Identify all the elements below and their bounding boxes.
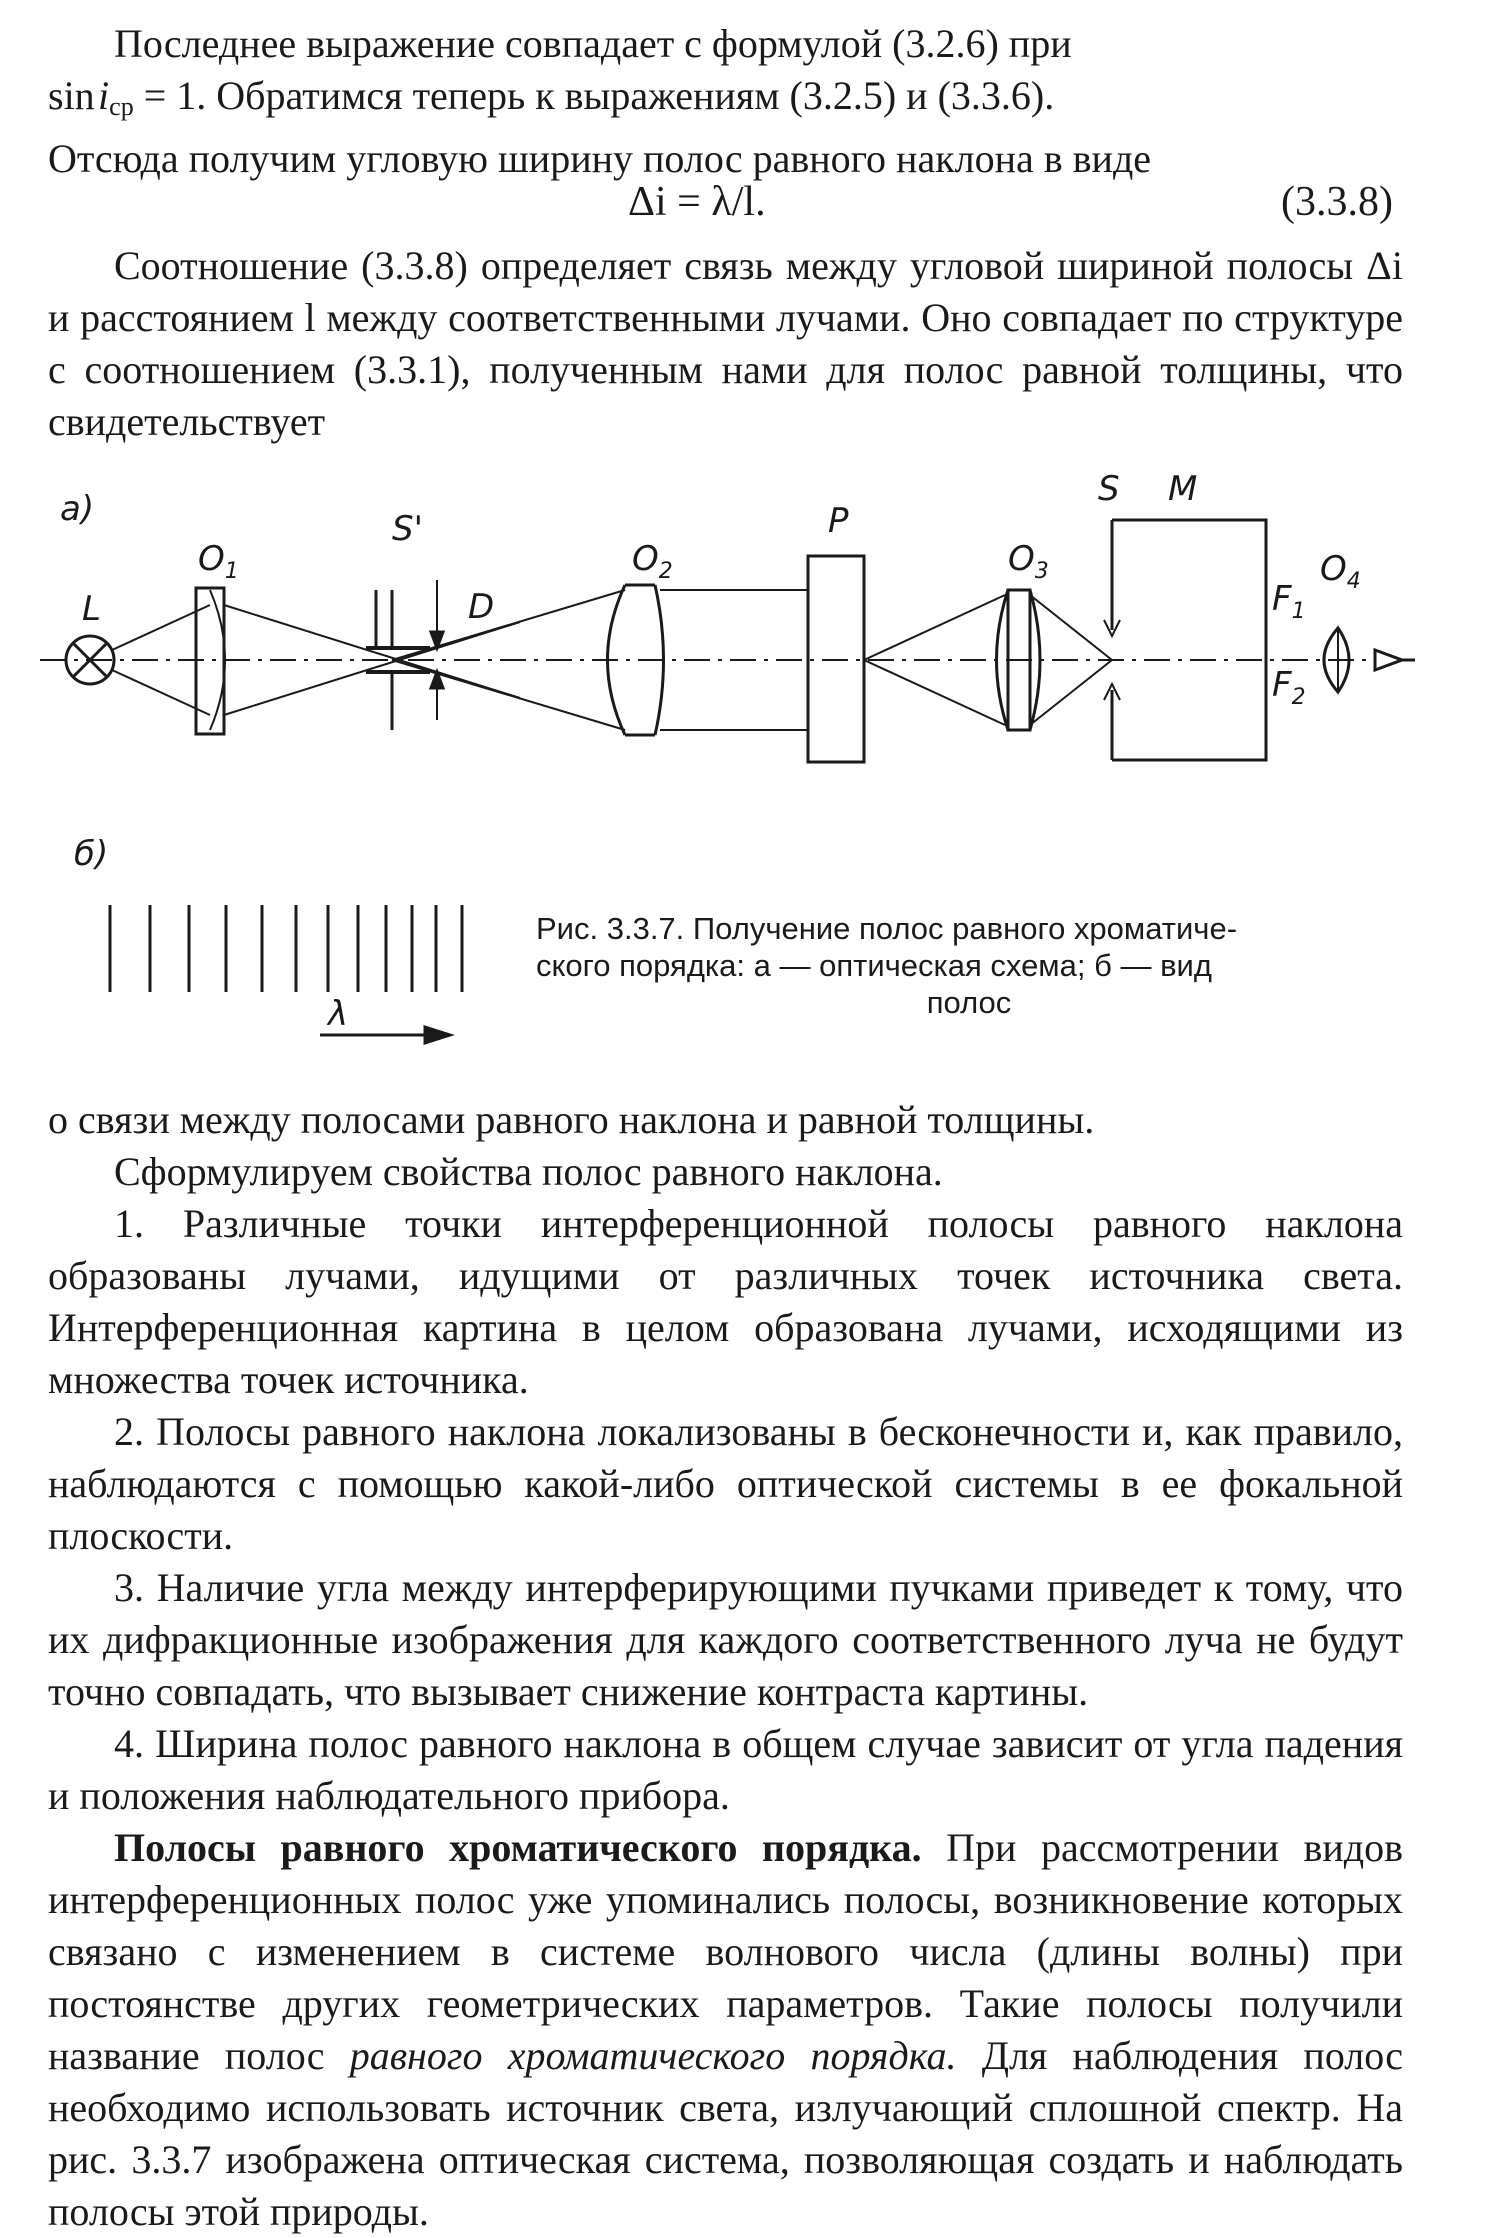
figure-caption: [536, 910, 1402, 1021]
label-a: а): [60, 489, 95, 529]
cp-subscript: ср: [109, 92, 134, 121]
body-p7: [48, 1822, 1403, 2238]
eye-icon: [1375, 650, 1402, 670]
body-p5: 3. Наличие угла между интерферирующими пучками приведет к тому, что их дифракционные изображения для каждого соответственного луча не будут точно совпадать, что вызывает снижение контраста картины.: [48, 1565, 1403, 1714]
paragraph-2: [48, 240, 1403, 448]
label-s-prime: S': [392, 509, 423, 549]
label-o2: $O_2$: [632, 539, 673, 584]
ray-o1-s-2: [224, 622, 520, 715]
i-symbol: i: [98, 73, 110, 118]
body-p2: Сформулируем свойства полос равного наклона.: [114, 1149, 943, 1194]
label-lambda: λ: [328, 994, 349, 1034]
lambda-arrow-head: [425, 1027, 450, 1043]
caption-line-3: полос: [926, 985, 1012, 1020]
top-line-3-text: Отсюда получим угловую ширину полос равного наклона в виде: [48, 136, 1152, 181]
spectrograph-box: [1112, 520, 1266, 760]
body-p7-b: Для наблюдения полос необходимо использовать источник света, излучающий сплошной спектр. На рис. 3.3.7 изображена оптическая система, позволяющая создать и наблюдать полосы этой природы.: [48, 2033, 1404, 2234]
paragraph-2-text: Соотношение (3.3.8) определяет связь между угловой шириной полосы Δi и расстоянием l между соответственными лучами. Оно совпадает по структуре с соотношением (3.3.1), полученным нами для полос равной толщины, что свидетельствует: [48, 243, 1403, 444]
label-l: L: [82, 589, 101, 629]
top-line-2-text: = 1. Обратимся теперь к выражениям (3.2.5) и (3.3.6).: [133, 73, 1055, 118]
body-p7-a: При рассмотрении видов интерференционных полос уже упоминались полосы, возникновение которых связано с изменением в системе волнового числа (длины волны) при постоянстве других геометрических параметров. Такие полосы получили название полос: [48, 1825, 1404, 2078]
ray-p-o3-bottom: [864, 660, 1005, 725]
body-p3: 1. Различные точки интерференционной полосы равного наклона образованы лучами, идущими от различных точек источника света. Интерференционная картина в целом образована лучами, исходящими из множества точек источника.: [48, 1201, 1403, 1402]
top-paragraph: [48, 18, 1403, 185]
body-p7-italic: равного хроматического порядка.: [349, 2033, 957, 2078]
body-p1: о связи между полосами равного наклона и равной толщины.: [48, 1097, 1095, 1142]
label-f2: $F_2$: [1272, 665, 1306, 710]
formula-3-3-8: [48, 174, 1403, 230]
formula-number: (3.3.8): [1281, 179, 1393, 225]
label-o1: $O_1$: [198, 539, 239, 584]
top-line-2: [48, 70, 1403, 133]
caption-line-1: Рис. 3.3.7. Получение полос равного хроматиче-: [536, 911, 1238, 946]
ray-p-o3-top: [864, 595, 1005, 660]
formula-expression: Δi = λ/l.: [628, 179, 766, 225]
label-f1: $F_1$: [1272, 579, 1306, 624]
label-o4: $O_4$: [1320, 549, 1361, 594]
label-p: P: [828, 501, 849, 541]
body-text: [48, 1094, 1403, 2238]
caption-line-2: ского порядка: а — оптическая схема; б — вид: [536, 948, 1212, 983]
body-p4: 2. Полосы равного наклона локализованы в бесконечности и, как правило, наблюдаются с помощью какой-либо оптической системы в ее фокальной плоскости.: [48, 1409, 1403, 1558]
label-b: б): [74, 834, 109, 874]
top-line-1: [48, 18, 1403, 70]
ray-s-o2-bottom: [392, 660, 625, 730]
ray-o3-s-top: [1030, 595, 1112, 660]
sin-word: sin: [48, 73, 95, 118]
section-heading: Полосы равного хроматического порядка.: [114, 1825, 922, 1870]
body-p6: 4. Ширина полос равного наклона в общем случае зависит от угла падения и положения наблюдательного прибора.: [48, 1721, 1403, 1818]
ray-s-o2-top: [392, 590, 625, 660]
label-d: D: [468, 587, 495, 627]
label-m: M: [1168, 469, 1198, 509]
ray-o3-s-bottom: [1030, 660, 1112, 725]
label-s: S: [1098, 469, 1120, 509]
top-line-1-text: Последнее выражение совпадает с формулой (3.2.6) при: [114, 21, 1072, 66]
label-o3: $O_3$: [1008, 539, 1049, 584]
